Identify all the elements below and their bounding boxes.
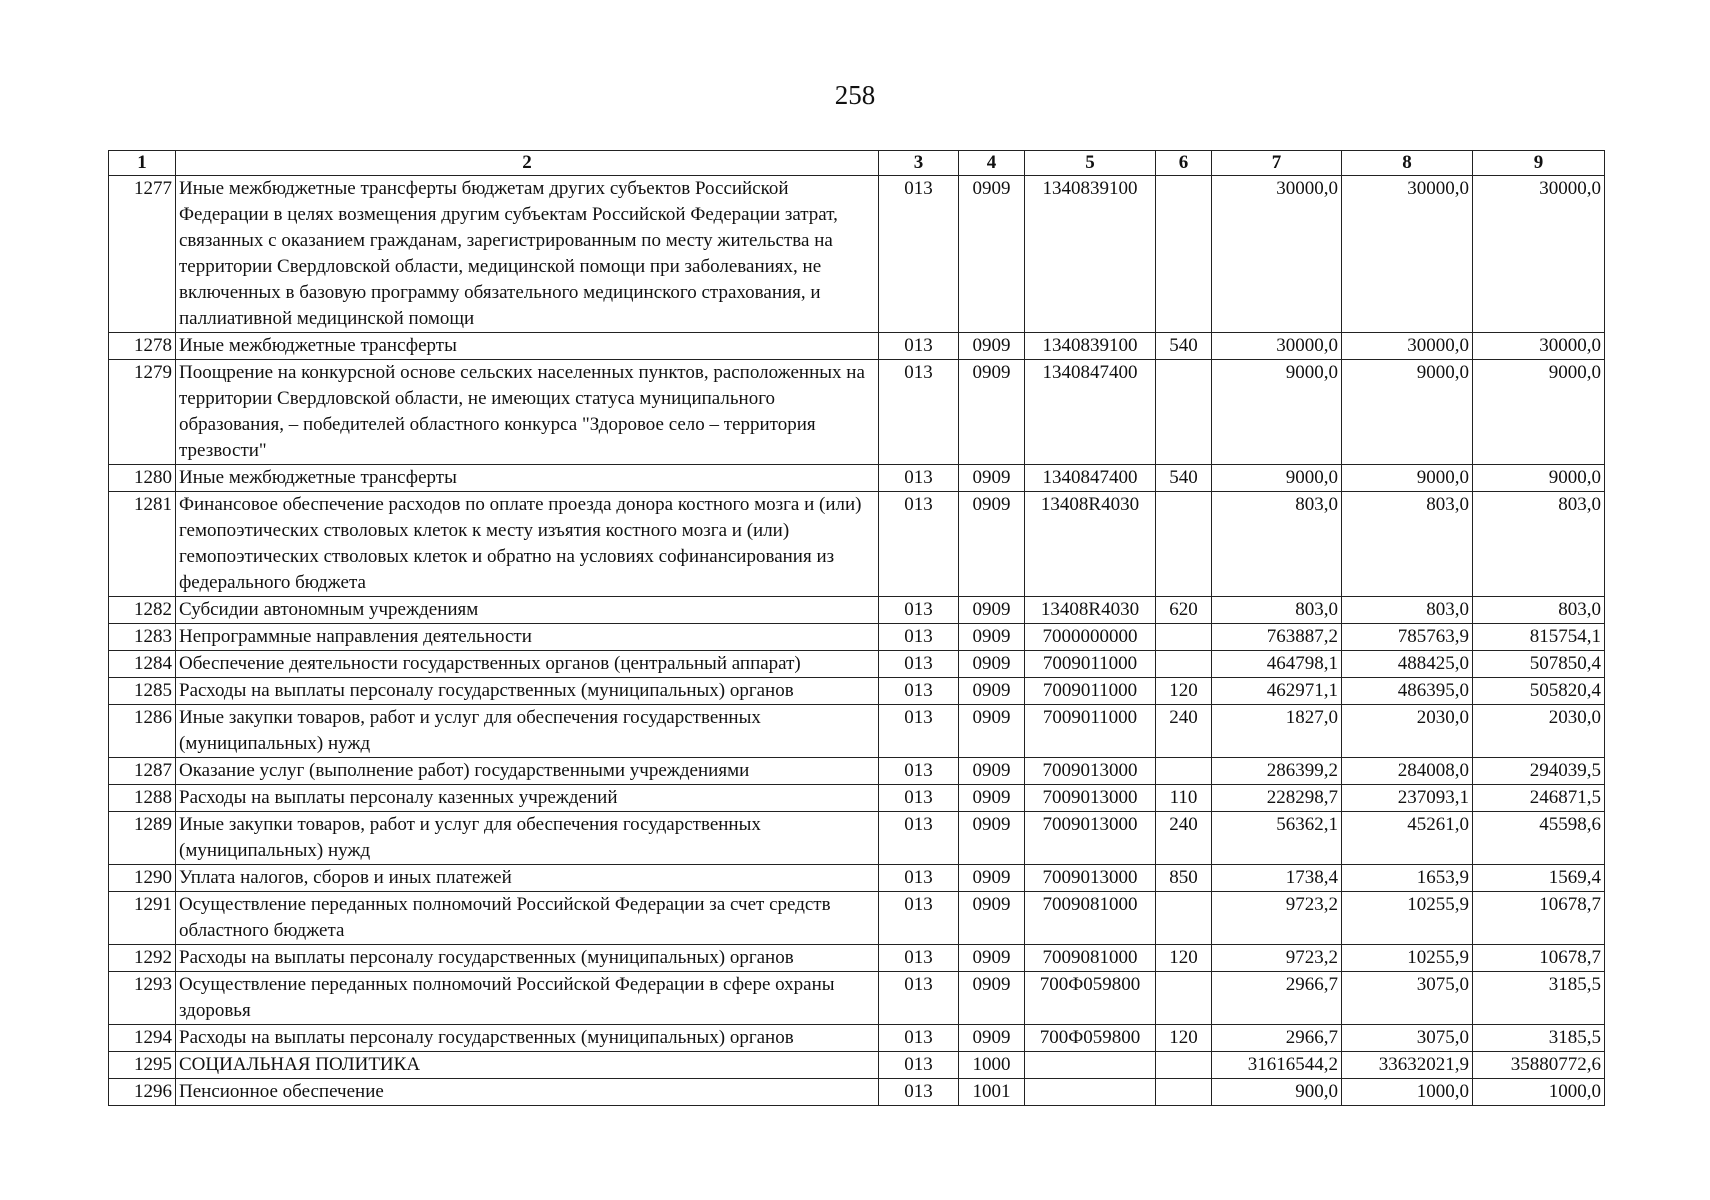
ministry-code-cell: 013	[879, 785, 959, 812]
amount-year3-cell: 505820,4	[1473, 678, 1605, 705]
section-code-cell: 0909	[959, 758, 1025, 785]
ministry-code-cell: 013	[879, 972, 959, 1025]
row-number-cell: 1291	[109, 892, 176, 945]
amount-year1-cell: 1827,0	[1212, 705, 1342, 758]
amount-year2-cell: 9000,0	[1342, 360, 1473, 465]
ministry-code-cell: 013	[879, 1052, 959, 1079]
amount-year3-cell: 35880772,6	[1473, 1052, 1605, 1079]
target-article-cell: 7009081000	[1025, 892, 1156, 945]
amount-year1-cell: 464798,1	[1212, 651, 1342, 678]
table-row	[109, 492, 1605, 597]
row-number-cell: 1292	[109, 945, 176, 972]
page-number: 258	[834, 80, 876, 110]
amount-year3-cell: 9000,0	[1473, 360, 1605, 465]
amount-year3-cell: 1000,0	[1473, 1079, 1605, 1106]
column-header: 8	[1342, 151, 1473, 176]
ministry-code-cell: 013	[879, 705, 959, 758]
section-code-cell: 0909	[959, 865, 1025, 892]
row-number-cell: 1286	[109, 705, 176, 758]
amount-year2-cell: 30000,0	[1342, 176, 1473, 333]
target-article-cell: 7009011000	[1025, 705, 1156, 758]
table-row	[109, 651, 1605, 678]
row-number-cell: 1293	[109, 972, 176, 1025]
amount-year2-cell: 284008,0	[1342, 758, 1473, 785]
table-row	[109, 1052, 1605, 1079]
table-row	[109, 865, 1605, 892]
row-name-cell: Непрограммные направления деятельности	[176, 624, 879, 651]
amount-year1-cell: 2966,7	[1212, 1025, 1342, 1052]
row-number-cell: 1283	[109, 624, 176, 651]
expense-type-cell: 120	[1156, 678, 1212, 705]
ministry-code-cell: 013	[879, 892, 959, 945]
table-row	[109, 465, 1605, 492]
section-code-cell: 1000	[959, 1052, 1025, 1079]
amount-year2-cell: 2030,0	[1342, 705, 1473, 758]
amount-year3-cell: 803,0	[1473, 597, 1605, 624]
table-row	[109, 945, 1605, 972]
amount-year2-cell: 803,0	[1342, 492, 1473, 597]
amount-year3-cell: 10678,7	[1473, 892, 1605, 945]
expense-type-cell: 850	[1156, 865, 1212, 892]
section-code-cell: 0909	[959, 360, 1025, 465]
target-article-cell: 1340839100	[1025, 333, 1156, 360]
row-name-cell: Расходы на выплаты персоналу государственных (муниципальных) органов	[176, 945, 879, 972]
row-name-cell: Иные закупки товаров, работ и услуг для обеспечения государственных (муниципальных) нужд	[176, 705, 879, 758]
row-number-cell: 1295	[109, 1052, 176, 1079]
table-row	[109, 972, 1605, 1025]
row-name-cell: Поощрение на конкурсной основе сельских населенных пунктов, расположенных на территории Свердловской области, не имеющих статуса муниципального образования, – победителей областного конкурса "Здоровое село – территория трезвости"	[176, 360, 879, 465]
target-article-cell: 13408R4030	[1025, 492, 1156, 597]
amount-year3-cell: 294039,5	[1473, 758, 1605, 785]
row-number-cell: 1284	[109, 651, 176, 678]
ministry-code-cell: 013	[879, 758, 959, 785]
section-code-cell: 0909	[959, 945, 1025, 972]
target-article-cell: 7009013000	[1025, 785, 1156, 812]
amount-year3-cell: 3185,5	[1473, 1025, 1605, 1052]
table-row	[109, 892, 1605, 945]
row-number-cell: 1294	[109, 1025, 176, 1052]
row-name-cell: СОЦИАЛЬНАЯ ПОЛИТИКА	[176, 1052, 879, 1079]
row-name-cell: Осуществление переданных полномочий Российской Федерации за счет средств областного бюджета	[176, 892, 879, 945]
row-name-cell: Иные межбюджетные трансферты бюджетам других субъектов Российской Федерации в целях возмещения другим субъектам Российской Федерации затрат, связанных с оказанием гражданам, зарегистрированным по месту жительства на территории Свердловской области, медицинской помощи при заболеваниях, не включенных в базовую программу обязательного медицинского страхования, и паллиативной медицинской помощи	[176, 176, 879, 333]
section-code-cell: 0909	[959, 176, 1025, 333]
target-article-cell: 7009011000	[1025, 651, 1156, 678]
amount-year3-cell: 30000,0	[1473, 333, 1605, 360]
ministry-code-cell: 013	[879, 176, 959, 333]
expense-type-cell	[1156, 360, 1212, 465]
row-number-cell: 1288	[109, 785, 176, 812]
table-row	[109, 333, 1605, 360]
amount-year2-cell: 803,0	[1342, 597, 1473, 624]
amount-year2-cell: 488425,0	[1342, 651, 1473, 678]
row-name-cell: Финансовое обеспечение расходов по оплате проезда донора костного мозга и (или) гемопоэтических стволовых клеток к месту изъятия костного мозга и (или) гемопоэтических стволовых клеток и обратно на условиях софинансирования из федерального бюджета	[176, 492, 879, 597]
expense-type-cell	[1156, 651, 1212, 678]
table-header-row	[109, 151, 1605, 176]
amount-year2-cell: 3075,0	[1342, 1025, 1473, 1052]
ministry-code-cell: 013	[879, 945, 959, 972]
expense-type-cell: 120	[1156, 945, 1212, 972]
column-header: 6	[1156, 151, 1212, 176]
amount-year3-cell: 803,0	[1473, 492, 1605, 597]
row-name-cell: Иные закупки товаров, работ и услуг для обеспечения государственных (муниципальных) нужд	[176, 812, 879, 865]
amount-year3-cell: 507850,4	[1473, 651, 1605, 678]
target-article-cell: 1340847400	[1025, 465, 1156, 492]
amount-year1-cell: 9723,2	[1212, 945, 1342, 972]
amount-year1-cell: 803,0	[1212, 597, 1342, 624]
table-row	[109, 597, 1605, 624]
row-name-cell: Оказание услуг (выполнение работ) государственными учреждениями	[176, 758, 879, 785]
expense-type-cell: 240	[1156, 705, 1212, 758]
table-row	[109, 624, 1605, 651]
column-header: 4	[959, 151, 1025, 176]
column-header: 5	[1025, 151, 1156, 176]
amount-year1-cell: 462971,1	[1212, 678, 1342, 705]
amount-year1-cell: 763887,2	[1212, 624, 1342, 651]
expense-type-cell: 110	[1156, 785, 1212, 812]
amount-year1-cell: 31616544,2	[1212, 1052, 1342, 1079]
amount-year3-cell: 45598,6	[1473, 812, 1605, 865]
ministry-code-cell: 013	[879, 1025, 959, 1052]
table-row	[109, 758, 1605, 785]
amount-year1-cell: 30000,0	[1212, 176, 1342, 333]
ministry-code-cell: 013	[879, 360, 959, 465]
expense-type-cell	[1156, 624, 1212, 651]
amount-year3-cell: 30000,0	[1473, 176, 1605, 333]
row-name-cell: Иные межбюджетные трансферты	[176, 465, 879, 492]
amount-year2-cell: 10255,9	[1342, 945, 1473, 972]
section-code-cell: 0909	[959, 597, 1025, 624]
section-code-cell: 0909	[959, 705, 1025, 758]
column-header: 7	[1212, 151, 1342, 176]
amount-year1-cell: 900,0	[1212, 1079, 1342, 1106]
table-row	[109, 1025, 1605, 1052]
column-header: 3	[879, 151, 959, 176]
expense-type-cell	[1156, 1052, 1212, 1079]
target-article-cell: 7000000000	[1025, 624, 1156, 651]
table-row	[109, 176, 1605, 333]
target-article-cell: 700Ф059800	[1025, 1025, 1156, 1052]
column-header: 2	[176, 151, 879, 176]
expense-type-cell	[1156, 492, 1212, 597]
target-article-cell	[1025, 1079, 1156, 1106]
row-number-cell: 1296	[109, 1079, 176, 1106]
amount-year3-cell: 1569,4	[1473, 865, 1605, 892]
row-number-cell: 1285	[109, 678, 176, 705]
expense-type-cell	[1156, 892, 1212, 945]
ministry-code-cell: 013	[879, 812, 959, 865]
expense-type-cell: 120	[1156, 1025, 1212, 1052]
section-code-cell: 1001	[959, 1079, 1025, 1106]
table-row	[109, 785, 1605, 812]
expense-type-cell: 540	[1156, 333, 1212, 360]
section-code-cell: 0909	[959, 492, 1025, 597]
amount-year3-cell: 246871,5	[1473, 785, 1605, 812]
budget-table	[108, 150, 1605, 1106]
ministry-code-cell: 013	[879, 651, 959, 678]
target-article-cell: 7009013000	[1025, 758, 1156, 785]
table-row	[109, 705, 1605, 758]
target-article-cell: 7009081000	[1025, 945, 1156, 972]
amount-year2-cell: 1653,9	[1342, 865, 1473, 892]
section-code-cell: 0909	[959, 892, 1025, 945]
amount-year2-cell: 785763,9	[1342, 624, 1473, 651]
amount-year1-cell: 228298,7	[1212, 785, 1342, 812]
amount-year2-cell: 237093,1	[1342, 785, 1473, 812]
amount-year1-cell: 9000,0	[1212, 465, 1342, 492]
target-article-cell	[1025, 1052, 1156, 1079]
target-article-cell: 7009013000	[1025, 812, 1156, 865]
row-number-cell: 1282	[109, 597, 176, 624]
row-number-cell: 1289	[109, 812, 176, 865]
column-header: 9	[1473, 151, 1605, 176]
ministry-code-cell: 013	[879, 333, 959, 360]
expense-type-cell	[1156, 972, 1212, 1025]
row-name-cell: Расходы на выплаты персоналу государственных (муниципальных) органов	[176, 678, 879, 705]
target-article-cell: 1340839100	[1025, 176, 1156, 333]
table-row	[109, 812, 1605, 865]
section-code-cell: 0909	[959, 651, 1025, 678]
amount-year2-cell: 30000,0	[1342, 333, 1473, 360]
ministry-code-cell: 013	[879, 678, 959, 705]
row-name-cell: Расходы на выплаты персоналу казенных учреждений	[176, 785, 879, 812]
row-number-cell: 1277	[109, 176, 176, 333]
amount-year1-cell: 286399,2	[1212, 758, 1342, 785]
amount-year1-cell: 1738,4	[1212, 865, 1342, 892]
section-code-cell: 0909	[959, 785, 1025, 812]
amount-year2-cell: 9000,0	[1342, 465, 1473, 492]
amount-year2-cell: 10255,9	[1342, 892, 1473, 945]
table-row	[109, 360, 1605, 465]
section-code-cell: 0909	[959, 624, 1025, 651]
section-code-cell: 0909	[959, 972, 1025, 1025]
amount-year2-cell: 486395,0	[1342, 678, 1473, 705]
expense-type-cell: 620	[1156, 597, 1212, 624]
ministry-code-cell: 013	[879, 624, 959, 651]
column-header: 1	[109, 151, 176, 176]
amount-year3-cell: 815754,1	[1473, 624, 1605, 651]
amount-year3-cell: 2030,0	[1473, 705, 1605, 758]
row-number-cell: 1280	[109, 465, 176, 492]
amount-year3-cell: 10678,7	[1473, 945, 1605, 972]
amount-year1-cell: 56362,1	[1212, 812, 1342, 865]
row-number-cell: 1290	[109, 865, 176, 892]
table-row	[109, 1079, 1605, 1106]
target-article-cell: 7009011000	[1025, 678, 1156, 705]
ministry-code-cell: 013	[879, 597, 959, 624]
row-name-cell: Расходы на выплаты персоналу государственных (муниципальных) органов	[176, 1025, 879, 1052]
target-article-cell: 1340847400	[1025, 360, 1156, 465]
target-article-cell: 700Ф059800	[1025, 972, 1156, 1025]
amount-year3-cell: 3185,5	[1473, 972, 1605, 1025]
amount-year1-cell: 9000,0	[1212, 360, 1342, 465]
row-name-cell: Обеспечение деятельности государственных органов (центральный аппарат)	[176, 651, 879, 678]
expense-type-cell	[1156, 176, 1212, 333]
section-code-cell: 0909	[959, 678, 1025, 705]
expense-type-cell: 240	[1156, 812, 1212, 865]
ministry-code-cell: 013	[879, 465, 959, 492]
section-code-cell: 0909	[959, 812, 1025, 865]
expense-type-cell	[1156, 1079, 1212, 1106]
row-number-cell: 1278	[109, 333, 176, 360]
row-name-cell: Иные межбюджетные трансферты	[176, 333, 879, 360]
amount-year1-cell: 30000,0	[1212, 333, 1342, 360]
section-code-cell: 0909	[959, 333, 1025, 360]
ministry-code-cell: 013	[879, 865, 959, 892]
target-article-cell: 13408R4030	[1025, 597, 1156, 624]
amount-year3-cell: 9000,0	[1473, 465, 1605, 492]
row-number-cell: 1281	[109, 492, 176, 597]
ministry-code-cell: 013	[879, 1079, 959, 1106]
amount-year2-cell: 45261,0	[1342, 812, 1473, 865]
row-name-cell: Осуществление переданных полномочий Российской Федерации в сфере охраны здоровья	[176, 972, 879, 1025]
section-code-cell: 0909	[959, 1025, 1025, 1052]
table-row	[109, 678, 1605, 705]
amount-year1-cell: 2966,7	[1212, 972, 1342, 1025]
amount-year1-cell: 9723,2	[1212, 892, 1342, 945]
row-number-cell: 1279	[109, 360, 176, 465]
section-code-cell: 0909	[959, 465, 1025, 492]
amount-year1-cell: 803,0	[1212, 492, 1342, 597]
ministry-code-cell: 013	[879, 492, 959, 597]
row-number-cell: 1287	[109, 758, 176, 785]
expense-type-cell	[1156, 758, 1212, 785]
row-name-cell: Субсидии автономным учреждениям	[176, 597, 879, 624]
amount-year2-cell: 3075,0	[1342, 972, 1473, 1025]
target-article-cell: 7009013000	[1025, 865, 1156, 892]
amount-year2-cell: 1000,0	[1342, 1079, 1473, 1106]
row-name-cell: Уплата налогов, сборов и иных платежей	[176, 865, 879, 892]
amount-year2-cell: 33632021,9	[1342, 1052, 1473, 1079]
table-body	[109, 176, 1605, 1106]
row-name-cell: Пенсионное обеспечение	[176, 1079, 879, 1106]
expense-type-cell: 540	[1156, 465, 1212, 492]
